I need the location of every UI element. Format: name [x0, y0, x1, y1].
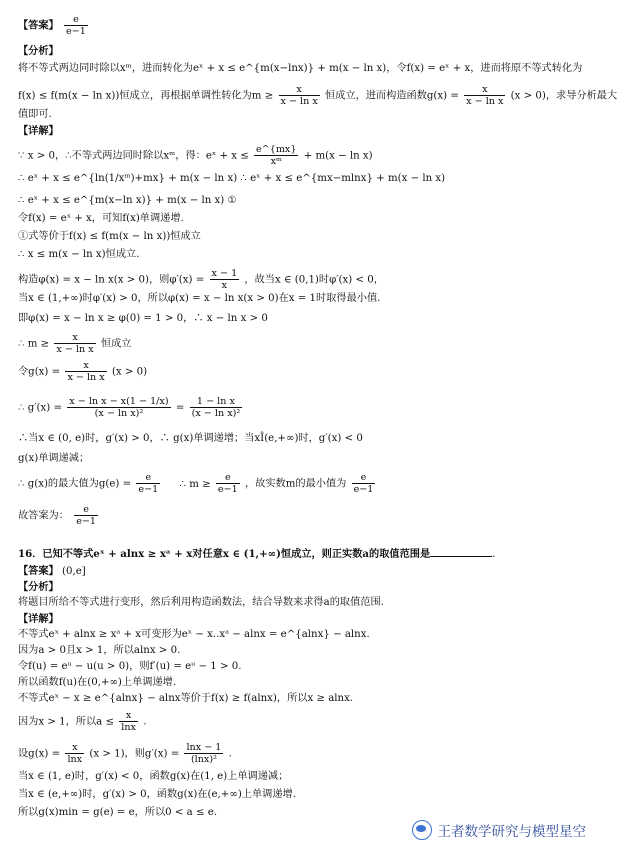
answer-tag: 【答案】 [18, 19, 59, 32]
analysis-tag: 【分析】 [18, 45, 59, 57]
detail-line-8: 当x ∈ (1,+∞)时φ′(x) > 0，所以φ(x) = x − ln x(x > 0)在x = 1时取得最小值. [18, 293, 381, 304]
answer-line [18, 14, 590, 37]
detail-line-4: 令f(x) = eˣ + x，可知f(x)单调递增. [18, 213, 184, 224]
watermark [412, 820, 587, 840]
detail-line-13: ∴当x ∈ (0, e)时，g′(x) > 0，∴ g(x)单调递增；当xÎ(e,+∞)时，g′(x) < 0 [18, 433, 363, 444]
q16-step-3: 令f(u) = eᵘ − u(u > 0)，则f′(u) = eᵘ − 1 > 0. [18, 661, 242, 672]
detail-line-12: ∴ g′(x) = $\frac{\text{x − ln x − x(1 − 1/x)}}{\text{(x − ln x)²}}$ = $\frac{\text{1 − ln x}}{\text{(x − ln x)²}}$ [18, 396, 241, 419]
q16-step-7: 设g(x) = $\frac{x}{\ln x}$ (x > 1)，则g′(x) = $\frac{\ln x - 1}{\text{(lnx)²}}$ . [18, 742, 232, 765]
detail-line-11: 令g(x) = $\frac{x}{\text{x − ln x}}$ (x > 0) [18, 360, 148, 383]
detail-line-2: ∴ eˣ + x ≤ e^{ln(1/xᵐ)+mx} + m(x − ln x) ∴ eˣ + x ≤ e^{mx−mlnx} + m(x − ln x) [18, 173, 446, 184]
q16-step-2: 因为a > 0且x > 1，所以alnx > 0. [18, 645, 181, 656]
detail-tag: 【详解】 [18, 125, 59, 137]
detail-line-1: ∵ x > 0，∴不等式两边同时除以xᵐ，得：eˣ + x ≤ $\frac{e\^{}\{mx\}}{\text{xᵐ}}$ + m(x − ln x) [18, 144, 373, 167]
analysis-line-2: f(x) ≤ f(m(x − ln x))恒成立，再根据单调性转化为m ≥ $\frac{x}{\text{x − ln x}}$ 恒成立，进而构造函数g(x) = $\frac{x}{\text{x − ln x}}$ (x > 0)，求导分析最大 [18, 84, 617, 107]
wechat-icon [412, 820, 432, 840]
q16-step-6: 因为x > 1，所以a ≤ $\frac{x}{\ln x}$ . [18, 710, 147, 733]
q16-step-1: 不等式eˣ + alnx ≥ xᵃ + x可变形为eˣ − x..xᵃ − alnx = e^{alnx} − alnx. [18, 629, 370, 640]
q16-step-5: 不等式eˣ − x ≥ e^{alnx} − alnx等价于f(x) ≥ f(alnx)，所以x ≥ alnx. [18, 693, 354, 704]
answer-fraction: $\frac{e}{e-1}$ [66, 14, 86, 37]
q16-detail-tag: 【详解】 [18, 613, 59, 625]
detail-line-14: g(x)单调递减； [18, 453, 90, 464]
q16-step-10: 所以g(x)min = g(e) = e，所以0 < a ≤ e. [18, 807, 218, 818]
answer-blank [430, 546, 492, 557]
analysis-line-1: 将不等式两边同时除以xᵐ，进而转化为eˣ + x ≤ e^{m(x−lnx)} + m(x − ln x)，令f(x) = eˣ + x，进而将原不等式转化为 [18, 63, 583, 74]
q16-step-8: 当x ∈ (1, e)时，g′(x) < 0，函数g(x)在(1, e)上单调递减； [18, 771, 289, 782]
q16-step-4: 所以函数f(u)在(0,+∞)上单调递增. [18, 677, 177, 688]
detail-line-6: ∴ x ≤ m(x − ln x)恒成立. [18, 249, 140, 260]
q16-analysis: 将题目所给不等式进行变形，然后利用构造函数法，结合导数来求得a的取值范围. [18, 597, 384, 608]
detail-line-5: ①式等价于f(x) ≤ f(m(x − ln x))恒成立 [18, 231, 201, 242]
final-answer-line: 故答案为： $\frac{e}{e-1}$ [18, 504, 97, 527]
analysis-line-3: 值即可. [18, 109, 52, 120]
detail-line-3: ∴ eˣ + x ≤ e^{m(x−ln x)} + m(x − ln x) ① [18, 195, 237, 206]
detail-line-9: 即φ(x) = x − ln x ≥ φ(0) = 1 > 0，∴ x − ln x > 0 [18, 313, 268, 324]
watermark-text: 王者数学研究与模型星空 [437, 824, 586, 840]
detail-line-15: ∴ g(x)的最大值为g(e) = $\frac{e}{e-1}$ ∴ m ≥ $\frac{e}{e-1}$ ，故实数m的最小值为 $\frac{e}{e-1}$ [18, 472, 374, 495]
q16-answer-line: 【答案】 (0,e] [18, 565, 86, 577]
detail-line-7: 构造φ(x) = x − ln x(x > 0)，则φ′(x) = $\frac{x - 1}{x}$ ，故当x ∈ (0,1)时φ′(x) < 0， [18, 268, 384, 291]
q16-step-9: 当x ∈ (e,+∞)时，g′(x) > 0，函数g(x)在(e,+∞)上单调递增. [18, 789, 296, 800]
question-16: 16．已知不等式eˣ + alnx ≥ xᵃ + x对任意x ∈ (1,+∞)恒成立，则正实数a的取值范围是 . [18, 548, 496, 560]
detail-line-10: ∴ m ≥ $\frac{x}{\text{x − ln x}}$ 恒成立 [18, 332, 132, 355]
q16-analysis-tag: 【分析】 [18, 581, 59, 593]
